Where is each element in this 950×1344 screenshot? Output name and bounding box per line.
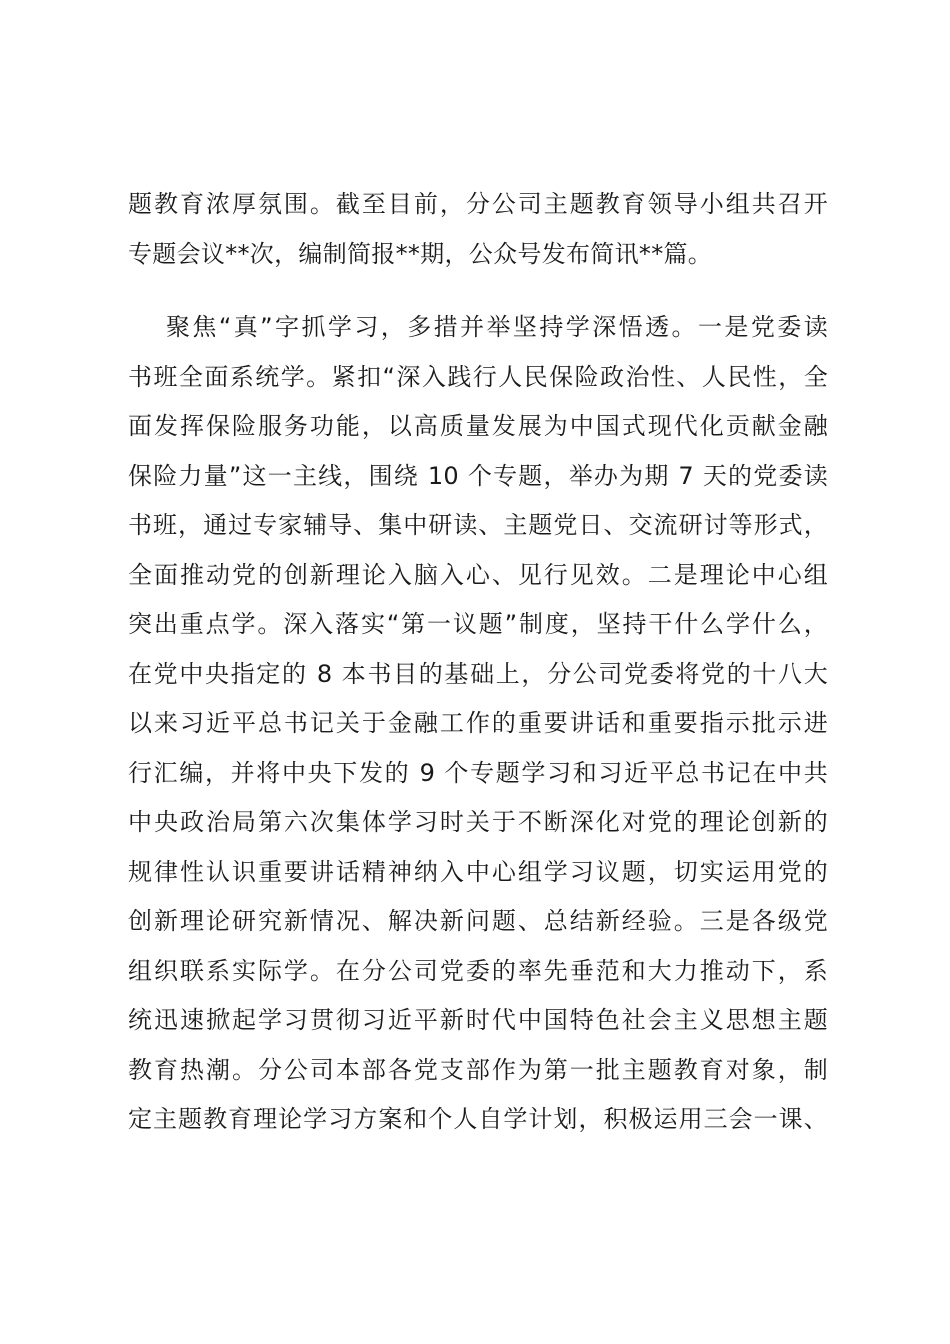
text-line: 统迅速掀起学习贯彻习近平新时代中国特色社会主义思想主题: [128, 1006, 828, 1034]
text-line: 规律性认识重要讲话精神纳入中心组学习议题，切实运用党的: [128, 857, 828, 886]
text-line: 面发挥保险服务功能，以高质量发展为中国式现代化贡献金融: [128, 412, 828, 440]
text-line: 保险力量”这一主线，围绕 10 个专题，举办为期 7 天的党委读: [128, 461, 828, 490]
text-line: 中央政治局第六次集体学习时关于不断深化对党的理论创新的: [128, 808, 828, 836]
text-line: 书班全面系统学。紧扣“深入践行人民保险政治性、人民性，全: [128, 362, 828, 391]
paragraph-1: [128, 180, 828, 279]
text-line: 题教育浓厚氛围。截至目前，分公司主题教育领导小组共召开: [128, 190, 828, 218]
paragraph-2: [128, 303, 828, 1145]
text-line: 组织联系实际学。在分公司党委的率先垂范和大力推动下，系: [128, 956, 828, 985]
text-line: 在党中央指定的 8 本书目的基础上，分公司党委将党的十八大: [128, 659, 828, 688]
text-line: 行汇编，并将中央下发的 9 个专题学习和习近平总书记在中共: [128, 758, 828, 787]
text-line: 创新理论研究新情况、解决新问题、总结新经验。三是各级党: [128, 907, 828, 935]
text-line: 定主题教育理论学习方案和个人自学计划，积极运用三会一课、: [128, 1105, 828, 1133]
text-line: 教育热潮。分公司本部各党支部作为第一批主题教育对象，制: [128, 1055, 828, 1084]
document-page: [128, 180, 828, 1145]
text-line: 突出重点学。深入落实“第一议题”制度，坚持干什么学什么，: [128, 610, 828, 638]
text-line: 书班，通过专家辅导、集中研读、主题党日、交流研讨等形式，: [128, 511, 828, 539]
text-line: 专题会议**次，编制简报**期，公众号发布简讯**篇。: [128, 239, 713, 268]
text-line: 聚焦“真”字抓学习，多措并举坚持学深悟透。一是党委读: [166, 313, 828, 341]
text-line: 以来习近平总书记关于金融工作的重要讲话和重要指示批示进: [128, 709, 828, 737]
text-line: 全面推动党的创新理论入脑入心、见行见效。二是理论中心组: [128, 560, 828, 589]
